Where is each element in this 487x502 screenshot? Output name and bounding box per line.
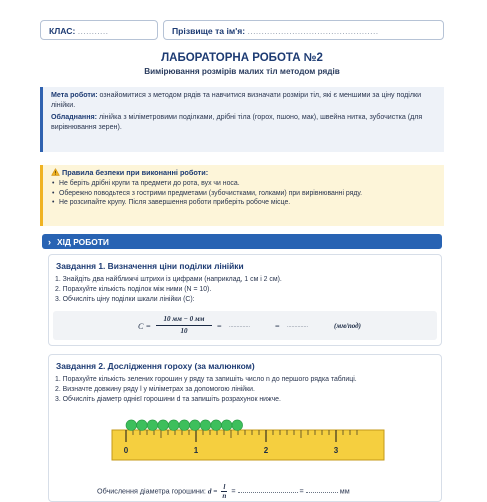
fraction-bar <box>156 325 212 326</box>
pea <box>190 420 201 431</box>
pea <box>137 420 148 431</box>
ruler-label: 3 <box>333 446 339 455</box>
equipment-paragraph <box>51 113 438 132</box>
pea <box>200 420 211 431</box>
answer-blank-1[interactable]: .............. <box>229 323 250 329</box>
task-2-step: 2. Визначте довжину ряду l у міліметрах за допомогою лінійки. <box>55 385 255 393</box>
task-2-title: Завдання 2. Дослідження гороху (за малюнком) <box>56 361 255 371</box>
pea <box>232 420 243 431</box>
answer-blank-2[interactable]: .............. <box>287 323 308 329</box>
section-title: ХІД РОБОТИ <box>57 237 109 247</box>
safety-item: • Обережно поводьтеся з гострими предметами (зубочистками, голками) при вирівнюванні ряду. <box>51 189 438 198</box>
calc-equals-1: = <box>231 486 236 496</box>
safety-heading <box>51 168 438 178</box>
pea <box>147 420 158 431</box>
info-box <box>40 87 444 152</box>
pea <box>179 420 190 431</box>
task-1-title: Завдання 1. Визначення ціни поділки лінійки <box>56 261 244 271</box>
calc-equals-2: = <box>299 486 304 496</box>
worksheet-page <box>40 18 444 500</box>
pea <box>221 420 232 431</box>
equipment-text: лінійка з міліметровими поділками, дрібні тіла (горох, пшоно, мак), швейна нитка, зубочистка (для вирівнювання зерен). <box>51 113 423 131</box>
calc-fraction <box>221 483 227 500</box>
formula-numerator: 10 мм − 0 мм <box>163 315 205 323</box>
calc-d: d = <box>207 487 218 496</box>
calc-label: Обчислення діаметра горошини: <box>97 486 206 496</box>
pea <box>126 420 137 431</box>
task-1-steps <box>55 275 282 304</box>
name-label: Прізвище та ім'я: <box>172 26 246 36</box>
formula-equals-1: = <box>217 322 222 331</box>
ruler-label: 1 <box>193 446 199 455</box>
formula-denominator: 10 <box>180 327 188 335</box>
class-field[interactable] <box>40 20 158 40</box>
warning-icon <box>51 168 60 176</box>
goal-label: Мета роботи: <box>51 91 98 99</box>
diameter-calculation <box>97 483 350 500</box>
pea <box>158 420 169 431</box>
name-field[interactable] <box>163 20 444 40</box>
pea-row <box>126 420 243 431</box>
class-dots: ........... <box>77 26 109 36</box>
task-2-card <box>48 354 442 502</box>
task-1-step: 3. Обчисліть ціну поділки шкали лінійки (С): <box>55 295 195 303</box>
formula-equals-2: = <box>275 322 280 331</box>
safety-title: Правила безпеки при виконанні роботи: <box>62 168 209 177</box>
name-dots: ............................................... <box>247 26 379 36</box>
ruler-with-peas <box>112 415 384 467</box>
pea <box>168 420 179 431</box>
calc-numerator: l <box>223 483 226 491</box>
task-2-step: 3. Обчисліть діаметр однієї горошини d та запишіть розрахунок нижче. <box>55 395 281 403</box>
safety-list <box>51 179 438 207</box>
ruler-label: 0 <box>123 446 129 455</box>
safety-item: • Не беріть дрібні крупи та предмети до рота, вух чи носа. <box>51 179 438 188</box>
chevron-right-icon: › <box>48 237 51 247</box>
equipment-label: Обладнання: <box>51 113 97 122</box>
calc-blank-2[interactable] <box>306 492 338 493</box>
calc-denominator: n <box>222 492 227 500</box>
formula-unit: (мм/под) <box>334 322 361 330</box>
ruler-label: 2 <box>263 446 269 455</box>
procedure-section-header <box>42 234 442 249</box>
page-title: ЛАБОРАТОРНА РОБОТА №2 <box>161 52 323 64</box>
task-2-steps <box>55 375 357 404</box>
safety-item: • Не розсипайте крупу. Після завершення роботи приберіть робоче місце. <box>51 198 438 207</box>
formula-lhs: С = <box>138 322 152 331</box>
task-1-card <box>48 254 442 346</box>
task-2-step: 1. Порахуйте кількість зелених горошин у ряду та запишіть число n до першого рядка таблиці. <box>55 376 357 383</box>
scale-division-formula <box>53 311 437 340</box>
task-1-step: 1. Знайдіть два найближчі штрихи із цифрами (наприклад, 1 см і 2 см). <box>55 276 282 283</box>
safety-box <box>40 165 444 226</box>
pea <box>211 420 222 431</box>
page-subtitle: Вимірювання розмірів малих тіл методом рядів <box>144 67 340 76</box>
goal-text: ознайомитися з методом рядів та навчитися визначати розміри тіл, які є меншими за ціну поділки лінійки. <box>51 91 422 109</box>
calc-blank-1[interactable] <box>238 492 298 493</box>
class-label: КЛАС: <box>49 26 76 36</box>
task-1-step: 2. Порахуйте кількість поділок між ними (N = 10). <box>55 285 212 293</box>
calc-unit: мм <box>339 486 350 496</box>
goal-paragraph <box>51 91 438 110</box>
